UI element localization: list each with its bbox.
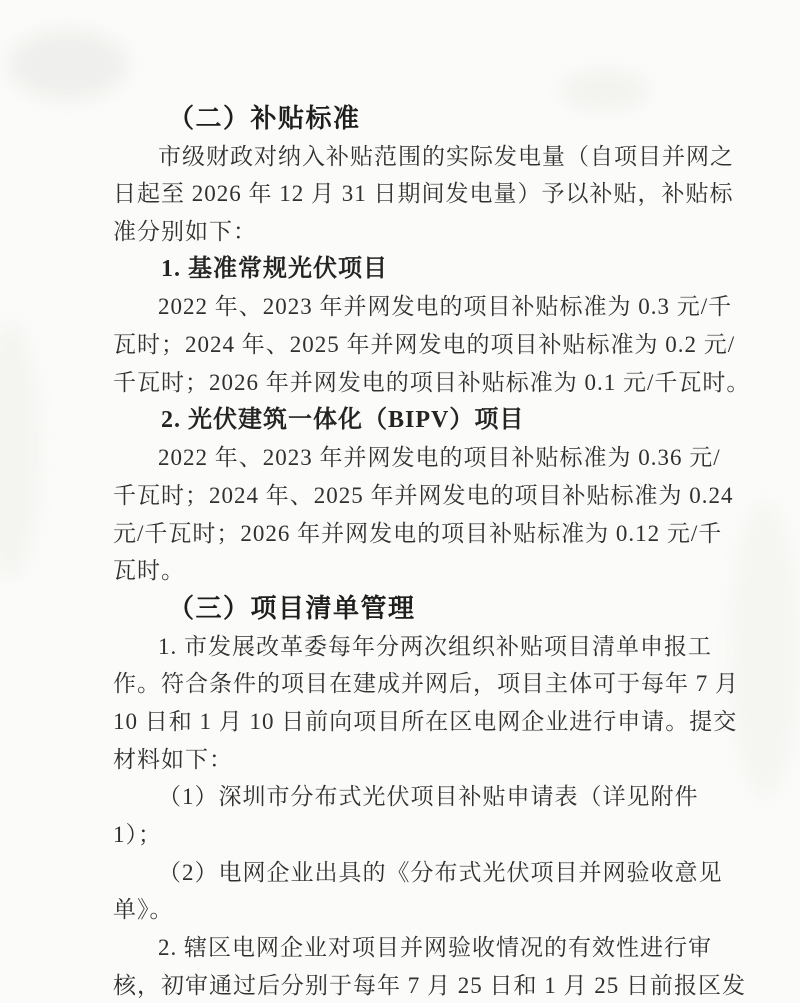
body-line: 10 日和 1 月 10 日前向项目所在区电网企业进行申请。提交 — [113, 709, 738, 734]
heading-project-list-management: （三）项目清单管理 — [168, 592, 416, 623]
body-line: 市级财政对纳入补贴范围的实际发电量（自项目并网之 — [158, 143, 734, 169]
body-line: （1）深圳市分布式光伏项目补贴申请表（详见附件 — [158, 784, 699, 810]
scan-artifact — [0, 320, 40, 580]
body-line: 单》。 — [113, 897, 174, 923]
body-line: 作。符合条件的项目在建成并网后，项目主体可于每年 7 月 — [113, 671, 739, 697]
body-line: 1. 市发展改革委每年分两次组织补贴项目清单申报工 — [158, 633, 712, 659]
body-line: 千瓦时；2026 年并网发电的项目补贴标准为 0.1 元/千瓦时。 — [113, 369, 751, 395]
body-line: 日起至 2026 年 12 月 31 日期间发电量）予以补贴，补贴标 — [113, 181, 734, 207]
body-line: 2. 辖区电网企业对项目并网验收情况的有效性进行审 — [158, 935, 712, 961]
body-line: 瓦时。 — [113, 558, 185, 584]
body-line: 1）； — [113, 822, 162, 848]
body-line: 材料如下： — [113, 746, 233, 772]
body-line: 准分别如下： — [113, 219, 257, 245]
scan-artifact — [730, 500, 800, 800]
body-line: 瓦时；2024 年、2025 年并网发电的项目补贴标准为 0.2 元/ — [113, 332, 736, 358]
body-line: 千瓦时；2024 年、2025 年并网发电的项目补贴标准为 0.24 — [113, 482, 734, 508]
body-line: 2022 年、2023 年并网发电的项目补贴标准为 0.3 元/千 — [158, 294, 733, 320]
body-line: （2）电网企业出具的《分布式光伏项目并网验收意见 — [158, 859, 723, 885]
document-text-block — [113, 100, 751, 1003]
body-line: 核，初审通过后分别于每年 7 月 25 日和 1 月 25 日前报区发 — [113, 972, 746, 998]
scan-artifact — [8, 30, 128, 100]
body-line: 2022 年、2023 年并网发电的项目补贴标准为 0.36 元/ — [158, 445, 721, 471]
heading-subsidy-standard: （二）补贴标准 — [168, 103, 361, 133]
subheading-baseline-pv-project: 1. 基准常规光伏项目 — [161, 255, 388, 282]
subheading-bipv-project: 2. 光伏建筑一体化（BIPV）项目 — [161, 406, 525, 433]
body-line: 元/千瓦时；2026 年并网发电的项目补贴标准为 0.12 元/千 — [113, 520, 723, 546]
